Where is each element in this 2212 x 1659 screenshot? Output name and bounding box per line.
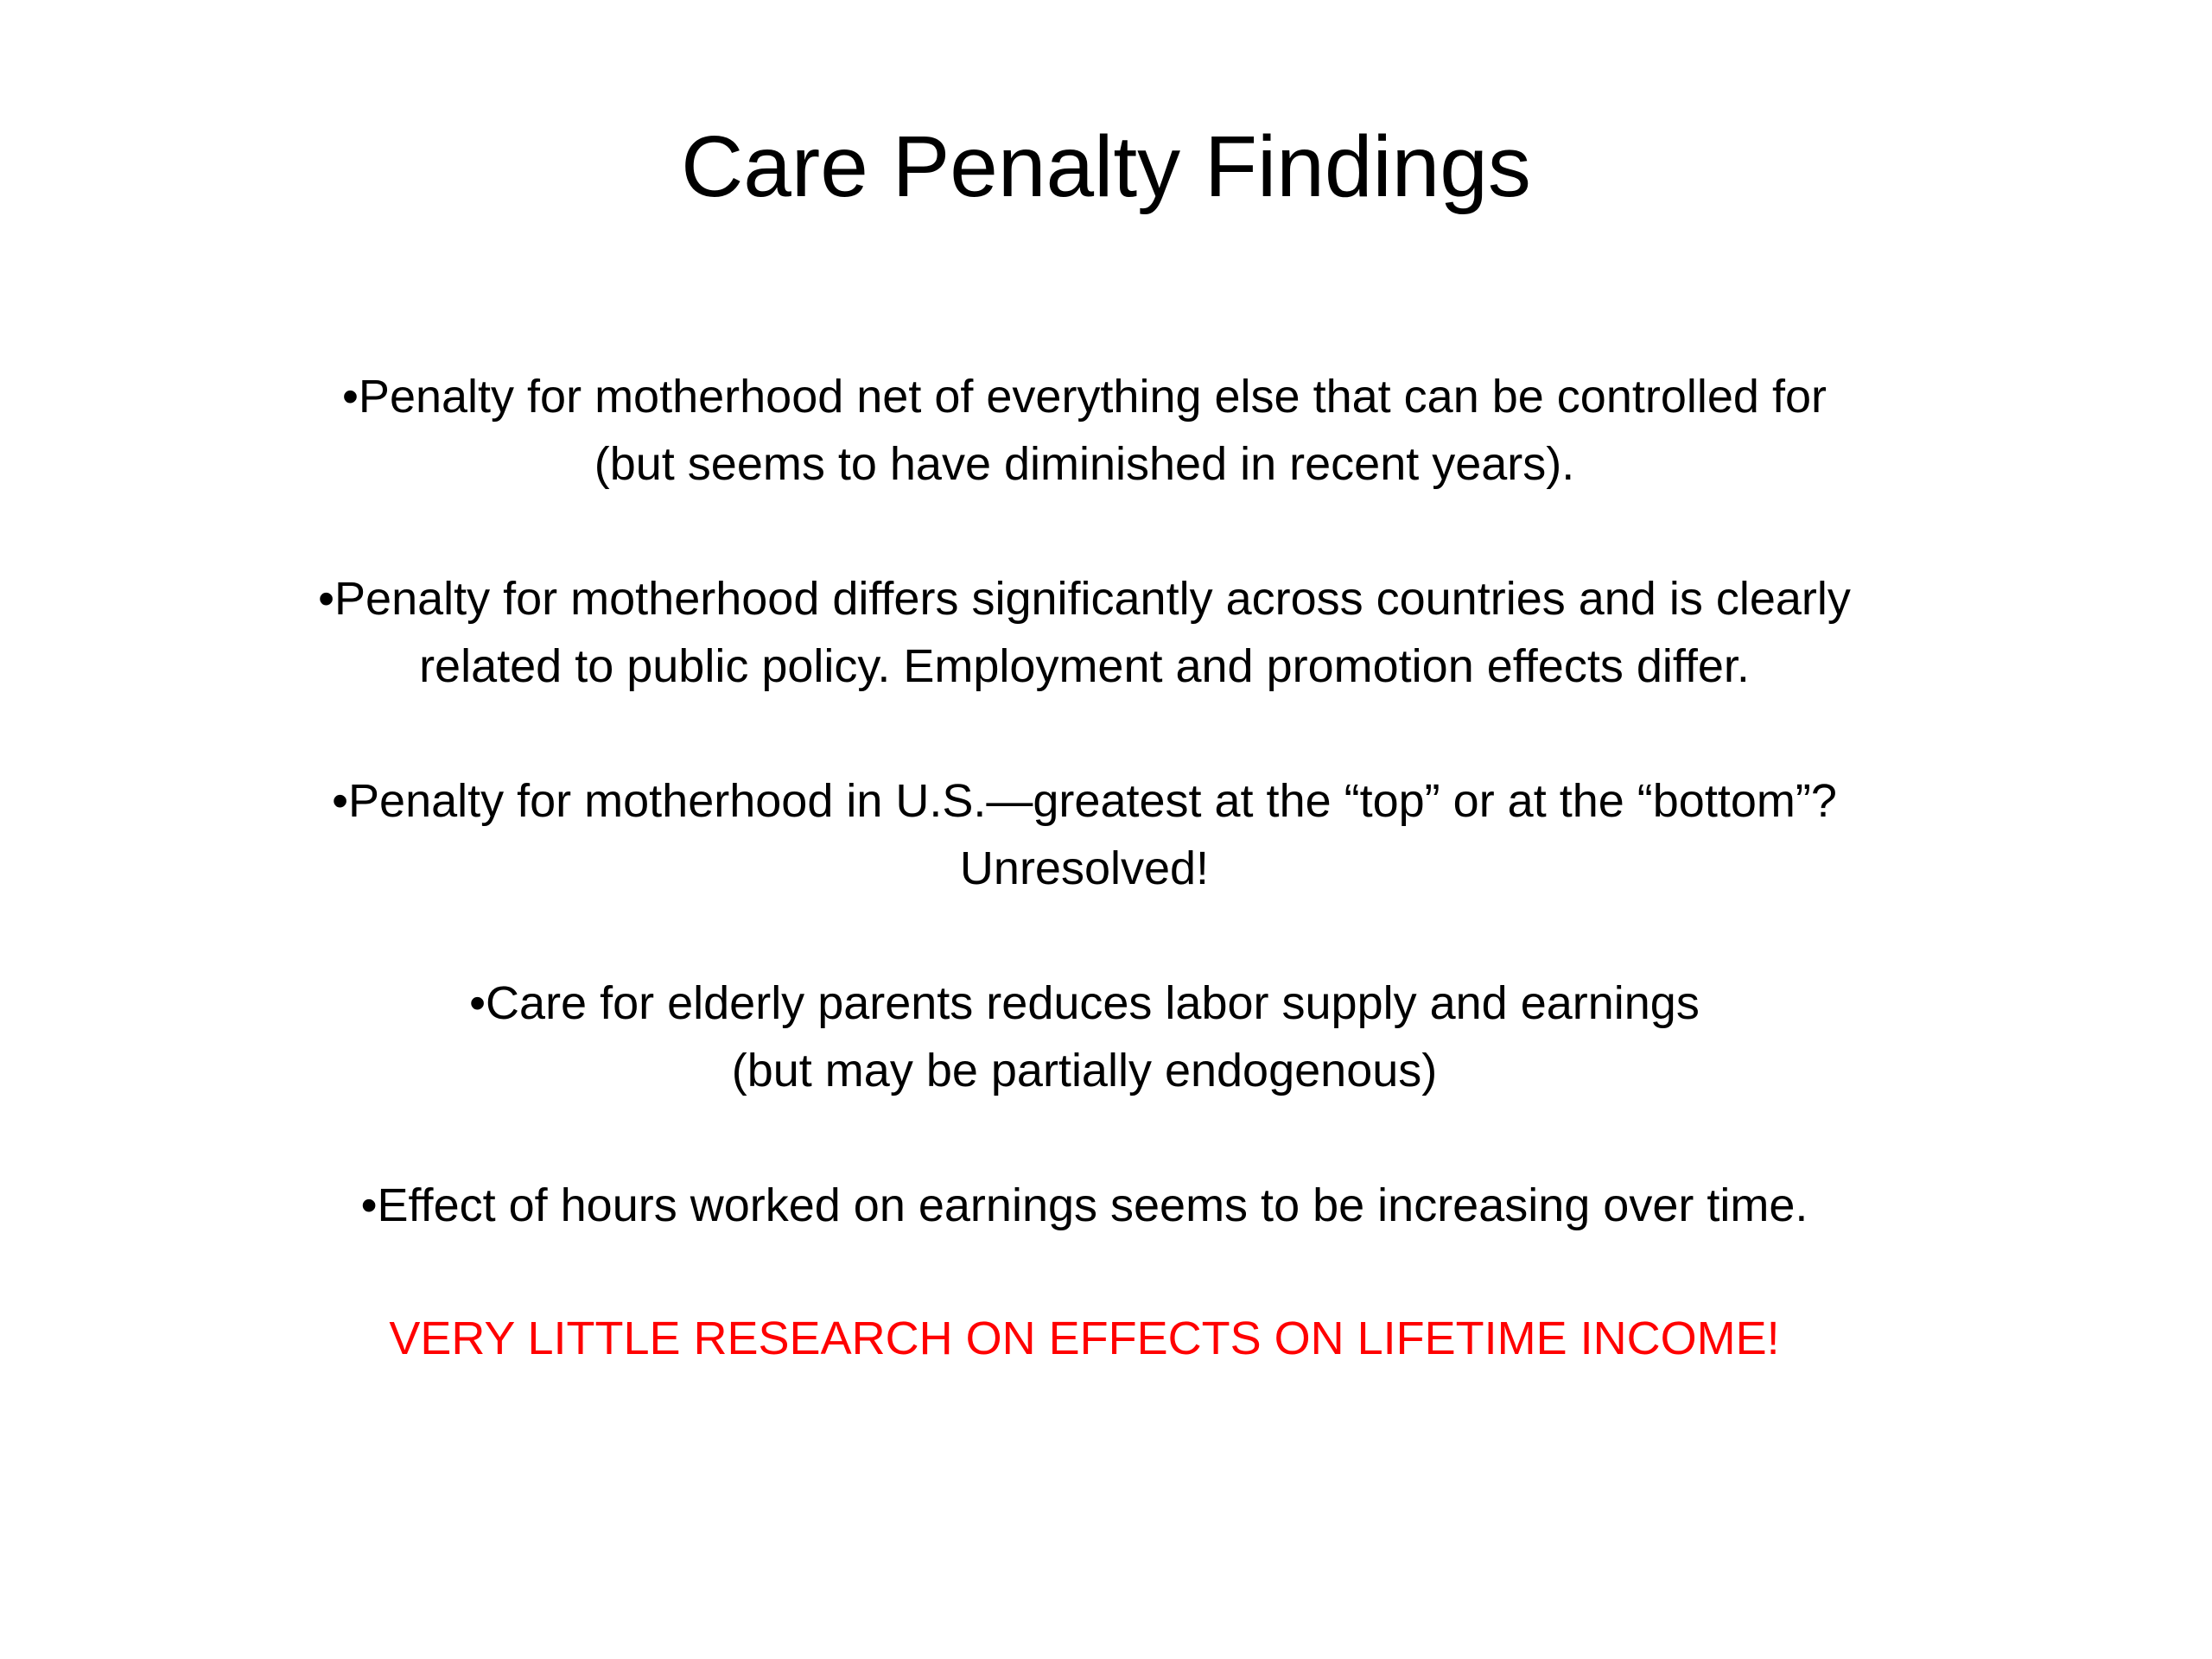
bullet-us-penalty (156, 767, 2013, 902)
bullet-motherhood-penalty (156, 363, 2013, 498)
bullet-line: related to public policy. Employment and promotion effects differ. (419, 640, 1750, 692)
slide-title: Care Penalty Findings (681, 118, 1531, 215)
bullet-line: (but seems to have diminished in recent years). (594, 438, 1575, 490)
bullet-elderly-care (156, 969, 2013, 1104)
bullet-line: (but may be partially endogenous) (731, 1045, 1438, 1096)
bullet-line: Unresolved! (959, 842, 1210, 894)
bullet-hours-worked (156, 1172, 2013, 1239)
bullet-line: •Penalty for motherhood net of everything else that can be controlled for (342, 371, 1827, 423)
bullet-line: •Penalty for motherhood differs significantly across countries and is clearly (318, 573, 1851, 625)
bullet-country-differences (156, 565, 2013, 700)
bullet-list (156, 363, 2013, 1306)
bullet-line: •Care for elderly parents reduces labor supply and earnings (469, 977, 1700, 1029)
bullet-line: •Penalty for motherhood in U.S.—greatest at the “top” or at the “bottom”? (332, 775, 1837, 827)
bullet-line: •Effect of hours worked on earnings seems to be increasing over time. (360, 1179, 1808, 1231)
callout-text: VERY LITTLE RESEARCH ON EFFECTS ON LIFETIME INCOME! (389, 1313, 1780, 1364)
